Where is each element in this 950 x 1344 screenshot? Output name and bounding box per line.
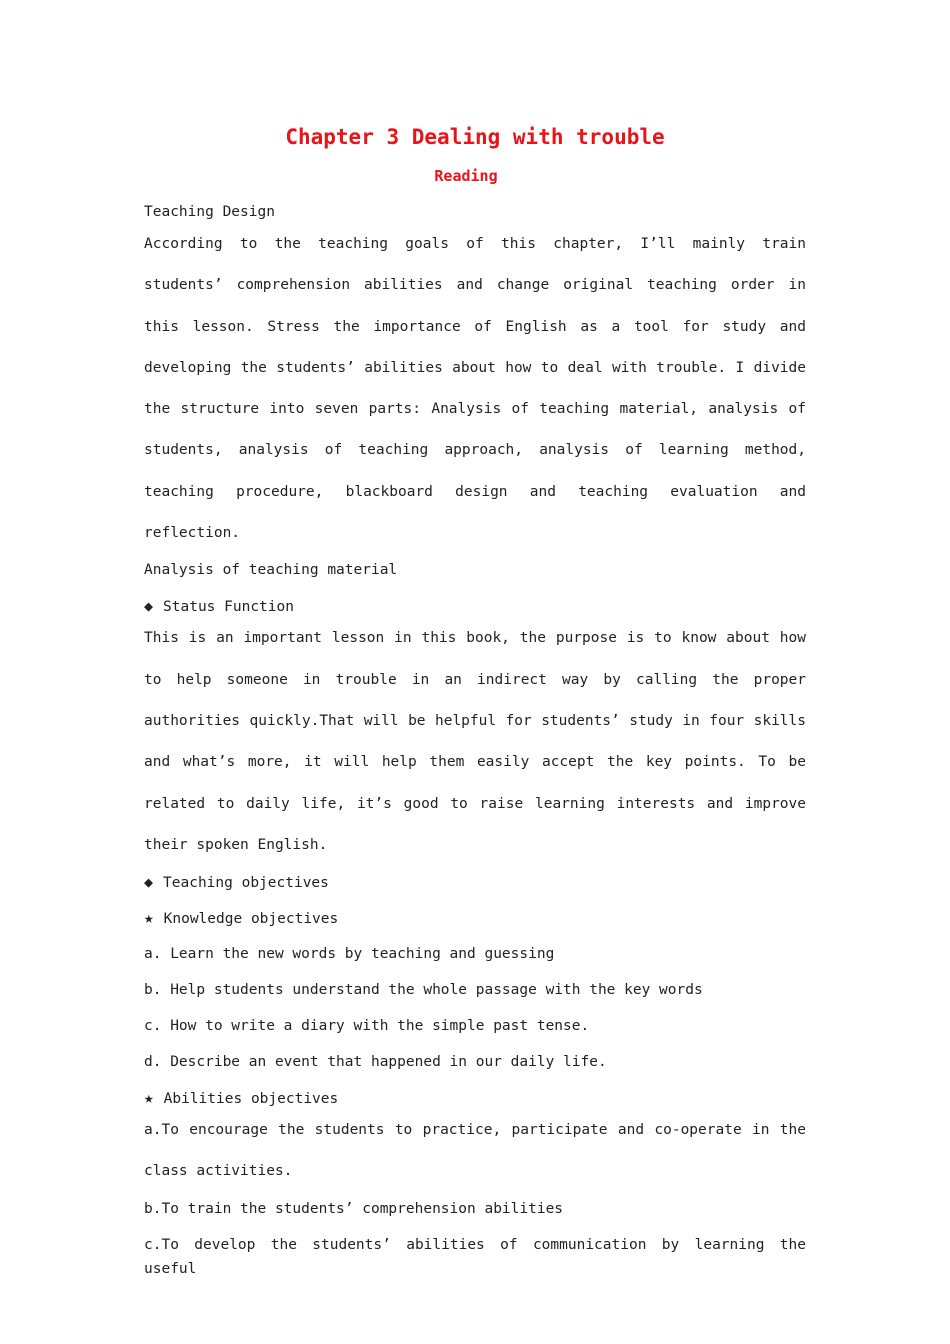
teaching-design-heading: Teaching Design xyxy=(144,204,275,220)
chapter-title: Chapter 3 Dealing with trouble xyxy=(285,125,665,149)
knowledge-objectives-heading xyxy=(144,906,806,942)
diamond-bullet-icon: ◆ xyxy=(144,597,154,616)
section-subtitle: Reading xyxy=(434,167,498,185)
intro-paragraph: According to the teaching goals of this chapter, I’ll mainly train students’ comprehension abilities and change original teaching order in this lesson. Stress the importance of English as a tool for study and developing the students’ abilities about how to deal with trouble. I divide the structure into seven parts: Analysis of teaching material, analysis of students, analysis of teaching approach, analysis of learning method, teaching procedure, blackboard design and teaching evaluation and reflection. xyxy=(144,236,806,542)
list-item: a. Learn the new words by teaching and guessing xyxy=(144,946,555,963)
analysis-heading: Analysis of teaching material xyxy=(144,562,398,579)
status-function-paragraph: This is an important lesson in this book, the purpose is to know about how to help someone in trouble in an indirect way by calling the proper authorities quickly.That will be helpful for students’ study in four skills and what’s more, it will help them easily accept the key points. To be related to daily life, it’s good to raise learning interests and improve their spoken English. xyxy=(144,630,806,853)
teaching-objectives-heading xyxy=(144,870,806,906)
abilities-objectives-label: Abilities objectives xyxy=(163,1091,339,1108)
abilities-item-a: a.To encourage the students to practice, participate and co-operate in the class activities. xyxy=(144,1122,806,1180)
document-body xyxy=(144,200,806,1277)
abilities-item-b: b.To train the students’ comprehension abilities xyxy=(144,1200,564,1217)
star-bullet-icon: ★ xyxy=(144,908,154,928)
abilities-item-c: c.To develop the students’ abilities of communication by learning the useful xyxy=(144,1236,806,1277)
list-item: c. How to write a diary with the simple past tense. xyxy=(144,1018,590,1035)
teaching-objectives-label: Teaching objectives xyxy=(163,875,329,892)
diamond-bullet-icon: ◆ xyxy=(144,873,154,892)
status-function-label: Status Function xyxy=(163,599,294,616)
list-item: d. Describe an event that happened in our daily life. xyxy=(144,1054,607,1071)
list-item: b. Help students understand the whole passage with the key words xyxy=(144,982,703,999)
star-bullet-icon: ★ xyxy=(144,1088,154,1108)
knowledge-objectives-label: Knowledge objectives xyxy=(163,911,339,928)
